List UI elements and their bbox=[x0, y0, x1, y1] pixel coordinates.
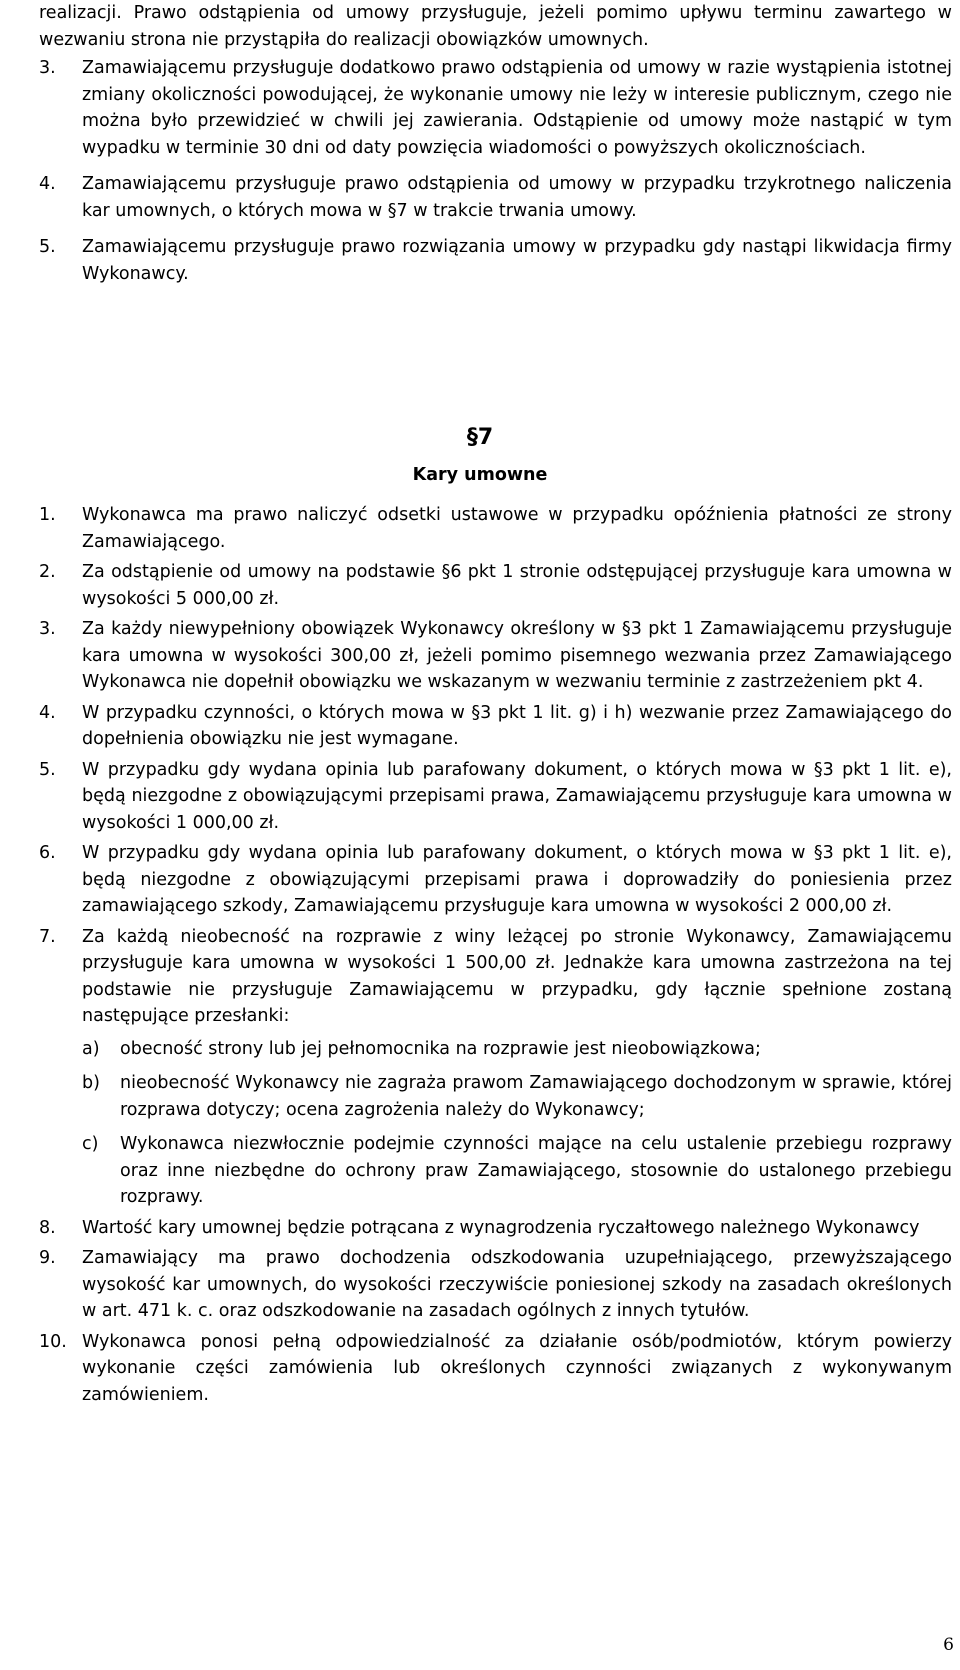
item-number: 2. bbox=[39, 562, 56, 582]
list-item bbox=[39, 1329, 952, 1409]
list-item bbox=[39, 840, 952, 920]
list-item bbox=[39, 924, 952, 1030]
item-text: W przypadku gdy wydana opinia lub parafowany dokument, o których mowa w §3 pkt 1 lit. e), będą niezgodne z obowiązującymi przepisami prawa, Zamawiającemu przysługuje kara umowna w wysokości 1 000,00 zł. bbox=[82, 759, 952, 833]
sub-item-text: obecność strony lub jej pełnomocnika na rozprawie jest nieobowiązkowa; bbox=[120, 1038, 761, 1059]
section-number: §7 bbox=[466, 425, 494, 450]
sub-item-letter: c) bbox=[82, 1134, 99, 1154]
page-number: 6 bbox=[943, 1634, 954, 1655]
item-number: 6. bbox=[39, 843, 56, 863]
item-number: 1. bbox=[39, 505, 56, 525]
list-item bbox=[39, 616, 952, 696]
item-number: 5. bbox=[39, 237, 56, 257]
item-text: Zamawiającemu przysługuje prawo odstąpienia od umowy w przypadku trzykrotnego naliczenia kar umownych, o których mowa w §7 w trakcie trwania umowy. bbox=[82, 174, 952, 221]
list-item bbox=[39, 234, 952, 287]
item-text: Zamawiającemu przysługuje dodatkowo prawo odstąpienia od umowy w razie wystąpienia istotnej zmiany okoliczności powodującej, że wykonanie umowy nie leży w interesie publicznym, czego nie można było przewidzieć w chwili jej zawierania. Odstąpienie od umowy może nastąpić w tym wypadku w terminie 30 dni od daty powzięcia wiadomości o powyższych okolicznościach. bbox=[82, 58, 952, 158]
item-text: Za każdy niewypełniony obowiązek Wykonawcy określony w §3 pkt 1 Zamawiającemu przysługuje kara umowna w wysokości 300,00 zł, jeżeli pomimo pisemnego wezwania przez Zamawiającego Wykonawca nie dopełnił obowiązku we wskazanym w wezwaniu terminie z zastrzeżeniem pkt 4. bbox=[82, 619, 952, 692]
list-item bbox=[39, 700, 952, 753]
item-text: Za każdą nieobecność na rozprawie z winy leżącej po stronie Wykonawcy, Zamawiającemu przysługuje kara umowna w wysokości 1 500,00 zł. Jednakże kara umowna zastrzeżona na tej podstawie nie przysługuje Zamawiającemu w przypadku, gdy łącznie spełnione zostaną następujące przesłanki: bbox=[82, 926, 952, 1026]
continuation-paragraph: realizacji. Prawo odstąpienia od umowy przysługuje, jeżeli pomimo upływu terminu zawartego w wezwaniu strona nie przystąpiła do realizacji obowiązków umownych. bbox=[39, 3, 952, 50]
item-text: Wartość kary umownej będzie potrącana z wynagrodzenia ryczałtowego należnego Wykonawcy bbox=[82, 1217, 920, 1238]
item-number: 10. bbox=[39, 1331, 67, 1352]
sub-item-letter: a) bbox=[82, 1038, 100, 1059]
item-text: Wykonawca ma prawo naliczyć odsetki ustawowe w przypadku opóźnienia płatności ze strony Zamawiającego. bbox=[82, 505, 952, 552]
item-number: 4. bbox=[39, 702, 56, 723]
list-item bbox=[39, 1245, 952, 1325]
sub-list-item bbox=[82, 1070, 952, 1123]
list-item bbox=[39, 757, 952, 837]
section-7-list bbox=[39, 502, 952, 1408]
list-item bbox=[39, 171, 952, 224]
sub-list bbox=[39, 1036, 952, 1211]
sub-list-item bbox=[82, 1036, 952, 1063]
item-text: Za odstąpienie od umowy na podstawie §6 pkt 1 stronie odstępującej przysługuje kara umowna w wysokości 5 000,00 zł. bbox=[82, 562, 952, 609]
item-number: 7. bbox=[39, 926, 56, 947]
sub-list-item bbox=[82, 1131, 952, 1211]
item-text: Wykonawca ponosi pełną odpowiedzialność za działanie osób/podmiotów, którym powierzy wykonanie części zamówienia lub określonych czynności związanych z wykonywanym zamówieniem. bbox=[82, 1331, 952, 1405]
item-text: W przypadku czynności, o których mowa w §3 pkt 1 lit. g) i h) wezwanie przez Zamawiającego do dopełnienia obowiązku nie jest wymagane. bbox=[82, 702, 952, 749]
list-item bbox=[39, 502, 952, 555]
item-number: 8. bbox=[39, 1217, 56, 1238]
item-text: W przypadku gdy wydana opinia lub parafowany dokument, o których mowa w §3 pkt 1 lit. e), będą niezgodne z obowiązującymi przepisami prawa i doprowadziły do poniesienia przez zamawiającego szkody, Zamawiającemu przysługuje kara umowna w wysokości 2 000,00 zł. bbox=[82, 843, 952, 916]
sub-item-text: Wykonawca niezwłocznie podejmie czynności mające na celu ustalenie przebiegu rozprawy oraz inne niezbędne do ochrony praw Zamawiającego, stosownie do ustalonego przebiegu rozprawy. bbox=[120, 1134, 952, 1207]
item-number: 5. bbox=[39, 759, 56, 780]
list-item bbox=[39, 55, 952, 161]
sub-item-letter: b) bbox=[82, 1073, 100, 1093]
item-number: 3. bbox=[39, 619, 56, 639]
list-item bbox=[39, 559, 952, 612]
list-item bbox=[39, 1215, 952, 1242]
sub-item-text: nieobecność Wykonawcy nie zagraża prawom Zamawiającego dochodzonym w sprawie, której rozprawa dotyczy; ocena zagrożenia należy do Wykonawcy; bbox=[120, 1073, 952, 1120]
item-number: 3. bbox=[39, 58, 56, 78]
item-text: Zamawiającemu przysługuje prawo rozwiązania umowy w przypadku gdy nastąpi likwidacja firmy Wykonawcy. bbox=[82, 237, 952, 284]
section-title: Kary umowne bbox=[412, 465, 548, 485]
section-6-continuation bbox=[39, 0, 952, 287]
item-number: 4. bbox=[39, 174, 56, 194]
item-number: 9. bbox=[39, 1248, 56, 1268]
item-text: Zamawiający ma prawo dochodzenia odszkodowania uzupełniającego, przewyższającego wysokość kar umownych, do wysokości rzeczywiście poniesionej szkody na zasadach określonych w art. 471 k. c. oraz odszkodowanie na zasadach ogólnych z innych tytułów. bbox=[82, 1248, 952, 1321]
